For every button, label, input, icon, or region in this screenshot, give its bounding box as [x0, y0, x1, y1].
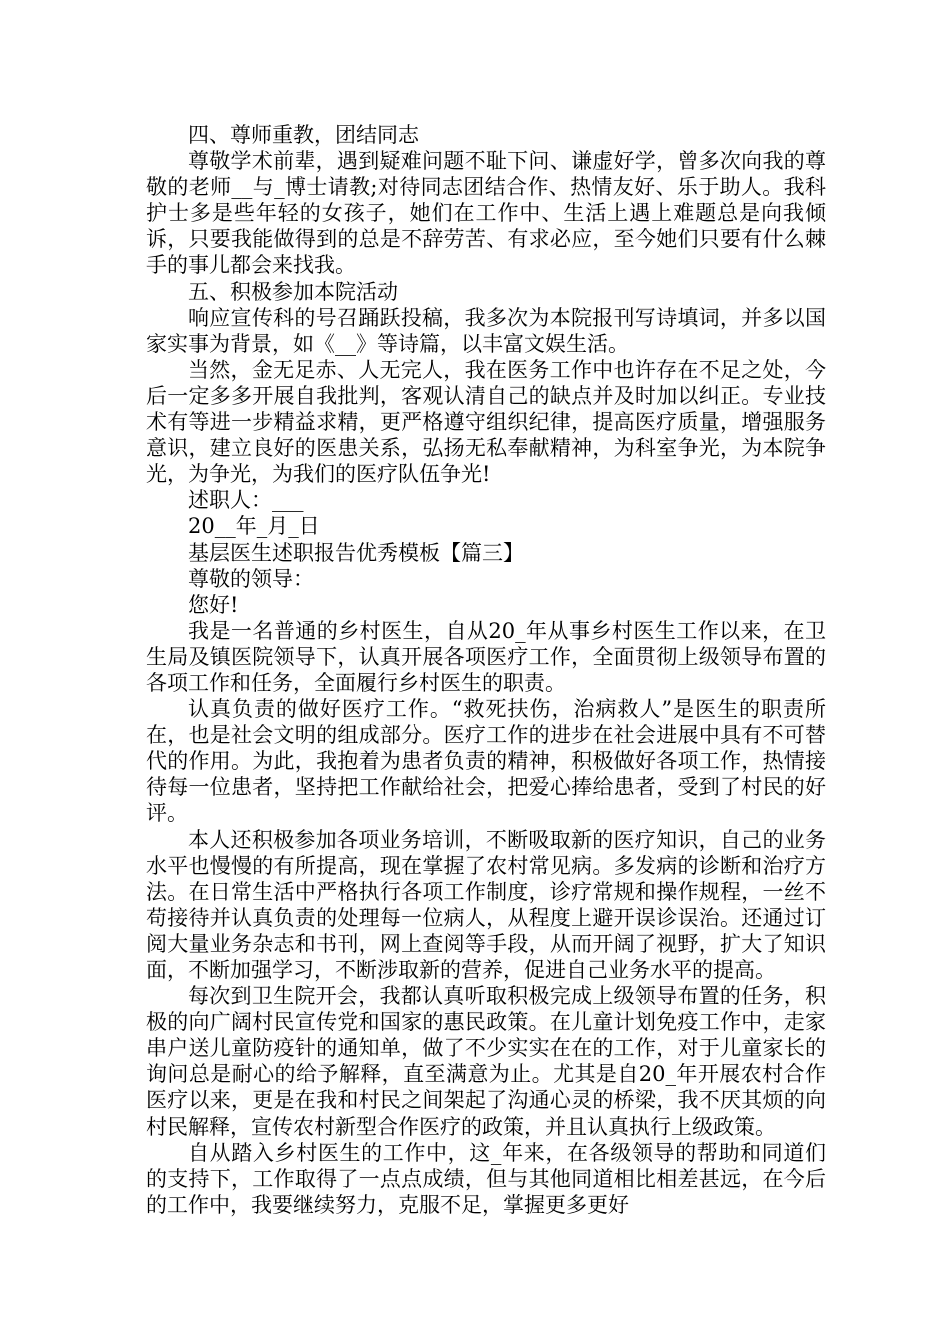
article-title: 基层医生述职报告优秀模板【篇三】 — [188, 540, 524, 565]
greeting: 您好! — [188, 592, 239, 617]
date-line: 20__年_月_日 — [188, 514, 320, 539]
paragraph: 本人还积极参加各项业务培训，不断吸取新的医疗知识，自己的业务水平也慢慢的有所提高，现在掌握了农村常见病。多发病的诊断和治疗方法。在日常生活中严格执行各项工作制度，诊疗常规和操作规程，一丝不苟接待并认真负责的处理每一位病人，从程度上避开误诊误治。还通过订阅大量业务杂志和书刊，网上查阅等手段，从而开阔了视野，扩大了知识面，不断加强学习，不断涉取新的营养，促进自己业务水平的提高。 — [146, 827, 826, 982]
section-heading-4: 四、尊师重教，团结同志 — [188, 123, 419, 147]
signature-line: 述职人：___ — [188, 488, 304, 513]
paragraph: 响应宣传科的号召踊跃投稿，我多次为本院报刊写诗填词，并多以国家实事为背景，如《__》等诗篇，以丰富文娱生活。 — [146, 305, 826, 356]
document-body — [146, 122, 826, 1218]
paragraph: 我是一名普通的乡村医生，自从20_年从事乡村医生工作以来，在卫生局及镇医院领导下，认真开展各项医疗工作，全面贯彻上级领导布置的各项工作和任务，全面履行乡村医生的职责。 — [146, 618, 826, 695]
salutation: 尊敬的领导： — [188, 566, 314, 591]
paragraph: 尊敬学术前辈，遇到疑难问题不耻下问、谦虚好学，曾多次向我的尊敬的老师__与_博士请教;对待同志团结合作、热情友好、乐于助人。我科护士多是些年轻的女孩子，她们在工作中、生活上遇上难题总是向我倾诉，只要我能做得到的总是不辞劳苦、有求必应，至今她们只要有什么棘手的事儿都会来找我。 — [146, 149, 826, 278]
paragraph: 每次到卫生院开会，我都认真听取积极完成上级领导布置的任务，积极的向广阔村民宣传党和国家的惠民政策。在儿童计划免疫工作中，走家串户送儿童防疫针的通知单，做了不少实实在在的工作，对于儿童家长的询问总是耐心的给予解释，直至满意为止。尤其是自20_年开展农村合作医疗以来，更是在我和村民之间架起了沟通心灵的桥梁，我不厌其烦的向村民解释，宣传农村新型合作医疗的政策，并且认真执行上级政策。 — [146, 984, 826, 1139]
paragraph: 自从踏入乡村医生的工作中，这_年来，在各级领导的帮助和同道们的支持下，工作取得了一点点成绩，但与其他同道相比相差甚远，在今后的工作中，我要继续努力，克服不足，掌握更多更好 — [146, 1140, 826, 1217]
paragraph: 认真负责的做好医疗工作。“救死扶伤，治病救人”是医生的职责所在，也是社会文明的组成部分。医疗工作的进步在社会进展中具有不可替代的作用。为此，我抱着为患者负责的精神，积极做好各项工作，热情接待每一位患者，坚持把工作献给社会，把爱心捧给患者，受到了村民的好评。 — [146, 697, 826, 826]
paragraph: 当然，金无足赤、人无完人，我在医务工作中也许存在不足之处，今后一定多多开展自我批判，客观认清自己的缺点并及时加以纠正。专业技术有等进一步精益求精，更严格遵守组织纪律，提高医疗质量，增强服务意识，建立良好的医患关系，弘扬无私奉献精神，为科室争光，为本院争光，为争光，为我们的医疗队伍争光! — [146, 357, 826, 487]
section-heading-5: 五、积极参加本院活动 — [188, 279, 398, 304]
